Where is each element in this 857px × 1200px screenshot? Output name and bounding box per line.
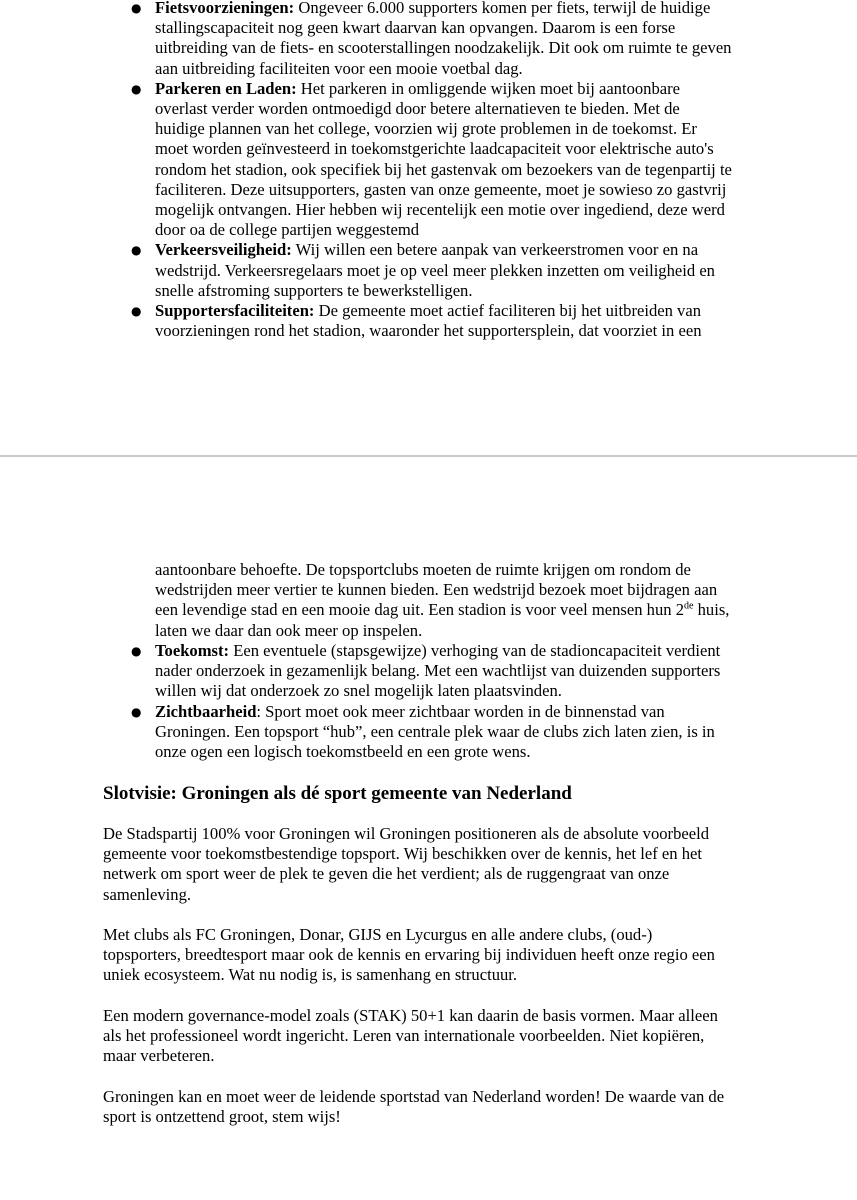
document-page-2	[0, 457, 857, 1200]
paragraph-text: Met clubs als FC Groningen, Donar, GIJS en Lycurgus en alle andere clubs, (oud-)	[103, 925, 653, 944]
paragraph	[103, 1087, 803, 1127]
bullet-item-fietsvoorzieningen	[155, 0, 795, 79]
bullet-icon	[131, 641, 141, 661]
section-heading: Slotvisie: Groningen als dé sport gemeente van Nederland	[103, 783, 572, 804]
continuation-text: laten we daar dan ook meer op inspelen.	[155, 620, 423, 640]
bullet-text: onze ogen een logisch toekomstbeeld en een grote wens.	[155, 742, 531, 762]
paragraph-text: sport is ontzettend groot, stem wijs!	[103, 1107, 341, 1127]
bullet-item-parkeren-en-laden	[155, 79, 795, 241]
paragraph-text: De Stadspartij 100% voor Groningen wil Groningen positioneren als de absolute voorbeeld	[103, 824, 710, 843]
bullet-icon	[131, 240, 141, 260]
continuation-text: huis,	[693, 600, 730, 620]
bullet-icon	[131, 301, 141, 321]
bullet-term: Verkeersveiligheid:	[155, 240, 292, 260]
bullet-text: rondom het stadion, ook specifiek bij het gastenvak om bezoekers van de tegenpartij te	[155, 159, 732, 179]
bullet-item-verkeersveiligheid	[155, 240, 795, 301]
paragraph-text: als het professioneel wordt ingericht. Leren van internationale voorbeelden. Niet kopiëren,	[103, 1026, 705, 1046]
bullet-text: Groningen. Een topsport “hub”, een centrale plek waar de clubs zich laten zien, is in	[155, 721, 715, 741]
bullet-list-page-2	[155, 641, 795, 762]
superscript: de	[684, 600, 694, 612]
paragraph-text: gemeente voor toekomstbestendige topsport. Wij beschikken over de kennis, het lef en het	[103, 844, 703, 864]
paragraph-text: Een modern governance-model zoals (STAK) 50+1 kan daarin de basis vormen. Maar alleen	[103, 1006, 718, 1025]
bullet-text: uitbreiding van de fiets- en scooterstallingen noodzakelijk. Dit ook om ruimte te geven	[155, 38, 732, 58]
bullet-text: huidige plannen van het college, voorzien wij grote problemen in de toekomst. Er	[155, 119, 697, 139]
bullet-term: Zichtbaarheid	[155, 701, 257, 721]
bullet-text: Een eventuele (stapsgewijze) verhoging van de stadioncapaciteit verdient	[229, 641, 721, 660]
bullet-text: aan uitbreiding faciliteiten voor een mooie voetbal dag.	[155, 58, 523, 78]
paragraph	[103, 824, 803, 905]
bullet-text: Ongeveer 6.000 supporters komen per fiets, terwijl de huidige	[294, 0, 711, 17]
paragraph-text: Groningen kan en moet weer de leidende sportstad van Nederland worden! De waarde van de	[103, 1087, 725, 1106]
bullet-text: willen wij dat onderzoek zo snel mogelijk laten plaatsvinden.	[155, 681, 562, 701]
document-page-1	[0, 0, 857, 456]
continuation-text: een levendige stad en een mooie dag uit. Een stadion is voor veel mensen hun 2	[155, 600, 685, 620]
bullet-text: De gemeente moet actief faciliteren bij het uitbreiden van	[314, 301, 702, 321]
continuation-text: wedstrijden meer vertier te kunnen bieden. Een wedstrijd bezoek moet bijdragen aan	[155, 580, 718, 600]
bullet-item-supportersfaciliteiten	[155, 301, 795, 341]
bullet-icon	[131, 702, 141, 722]
bullet-term: Toekomst:	[155, 641, 230, 660]
bullet-text: faciliteren. Deze uitsupporters, gasten van onze gemeente, moet je sowieso zo gastvrij	[155, 179, 727, 199]
bullet-term: Supportersfaciliteiten:	[155, 301, 315, 321]
paragraph-text: netwerk om sport weer de plek te geven die het verdient; als de ruggengraat van onze	[103, 864, 670, 884]
bullet-text: mogelijk ontvangen. Hier hebben wij recentelijk een motie over ingediend, deze werd	[155, 200, 725, 220]
bullet-term: Fietsvoorzieningen:	[155, 0, 295, 17]
bullet-text: stallingscapaciteit nog geen kwart daarvan kan opvangen. Daarom is een forse	[155, 18, 676, 38]
bullet-text: moet worden geïnvesteerd in toekomstgerichte laadcapaciteit voor elektrische auto's	[155, 139, 714, 159]
bullet-item-zichtbaarheid	[155, 702, 795, 763]
bullet-text: voorzieningen rond het stadion, waaronder het supportersplein, dat voorziet in een	[155, 321, 702, 341]
bullet-continuation	[155, 560, 795, 641]
bullet-item-toekomst	[155, 641, 795, 702]
paragraph-text: samenleving.	[103, 884, 192, 904]
bullet-text: Wij willen een betere aanpak van verkeerstromen voor en na	[291, 240, 699, 260]
bullet-text: door oa de college partijen weggestemd	[155, 220, 420, 240]
paragraph	[103, 925, 803, 986]
bullet-text: nader onderzoek in gezamenlijk belang. Met een wachtlijst van duizenden supporters	[155, 661, 721, 681]
paragraph-text: uniek ecosysteem. Wat nu nodig is, is samenhang en structuur.	[103, 965, 518, 985]
paragraph-text: maar verbeteren.	[103, 1046, 215, 1066]
bullet-list-page-1	[155, 0, 795, 341]
continuation-text: aantoonbare behoefte. De topsportclubs moeten de ruimte krijgen om rondom de	[155, 560, 691, 579]
bullet-text: : Sport moet ook meer zichtbaar worden in de binnenstad van	[256, 701, 665, 721]
bullet-text: snelle afstroming supporters te bewerkstelligen.	[155, 280, 473, 300]
bullet-icon	[131, 0, 141, 18]
bullet-text: wedstrijd. Verkeersregelaars moet je op veel meer plekken inzetten om veiligheid en	[155, 260, 715, 280]
bullet-icon	[131, 79, 141, 99]
paragraph-text: topsporters, breedtesport maar ook de kennis en ervaring bij individuen heeft onze regio een	[103, 945, 715, 965]
bullet-term: Parkeren en Laden:	[155, 78, 297, 98]
bullet-text: Het parkeren in omliggende wijken moet bij aantoonbare	[296, 78, 681, 98]
bullet-text: overlast verder worden ontmoedigd door betere alternatieven te bieden. Met de	[155, 99, 680, 119]
paragraph	[103, 1006, 803, 1067]
